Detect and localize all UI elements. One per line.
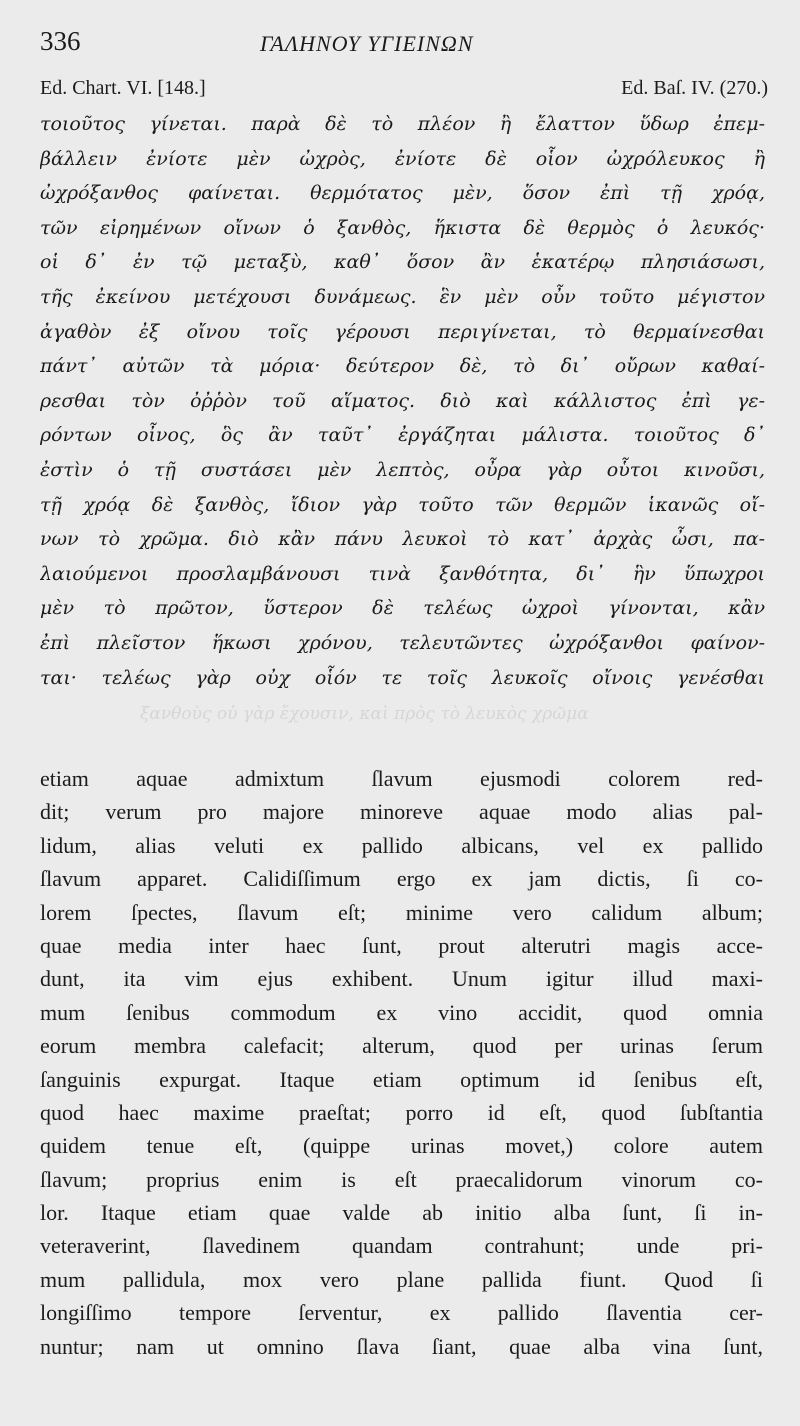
greek-line: οἱ δ᾽ ἐν τῷ μεταξὺ, καθ᾽ ὅσον ἂν ἑκατέρῳ πλησιάσωσι,: [40, 251, 765, 274]
latin-line: eorum membra calefacit; alterum, quod per urinas ſerum: [40, 1033, 763, 1059]
greek-line: ἐπὶ πλεῖστον ἥκωσι χρόνου, τελευτῶντες ὠχρόξανθοι φαίνον-: [40, 631, 765, 654]
latin-line: veteraverint, ſlavedinem quandam contrahunt; unde pri-: [40, 1233, 763, 1259]
greek-line: τῆς ἐκείνου μετέχουσι δυνάμεως. ἓν μὲν οὖν τοῦτο μέγιστον: [40, 285, 765, 308]
latin-line: ſlavum apparet. Calidiſſimum ergo ex jam dictis, ſi co-: [40, 866, 763, 892]
greek-line: ὠχρόξανθος φαίνεται. θερμότατος μὲν, ὅσον ἐπὶ τῇ χρόᾳ,: [40, 182, 765, 205]
greek-line: τοιοῦτος γίνεται. παρὰ δὲ τὸ πλέον ἢ ἔλαττον ὕδωρ ἐπεμ-: [40, 113, 765, 135]
greek-line: ρεσθαι τὸν ὀῤῥὸν τοῦ αἵματος. διὸ καὶ κάλλιστος ἐπὶ γε-: [40, 389, 765, 412]
greek-line: πάντ᾽ αὐτῶν τὰ μόρια· δεύτερον δὲ, τὸ δι᾽ οὔρων καθαί-: [40, 355, 765, 378]
greek-line: ρόντων οἶνος, ὃς ἂν ταῦτ᾽ ἐργάζηται μάλιστα. τοιοῦτος δ᾽: [40, 424, 765, 447]
latin-line: ſanguinis expurgat. Itaque etiam optimum id ſenibus eſt,: [40, 1066, 763, 1092]
bleed-through-text: ξανθοὺς οὐ γὰρ ἔχουσιν, καὶ πρὸς τὸ λευκὸς χρῶμα: [140, 704, 589, 724]
greek-line: ἐστὶν ὁ τῇ συστάσει μὲν λεπτὸς, οὖρα γὰρ οὗτοι κινοῦσι,: [40, 458, 765, 481]
latin-line: quod haec maxime praeſtat; porro id eſt, quod ſubſtantia: [40, 1099, 763, 1125]
page-number: 336: [40, 26, 81, 56]
greek-text-block: [40, 107, 765, 695]
greek-line: ται· τελέως γὰρ οὐχ οἷόν τε τοῖς λευκοῖς οἴνοις γενέσθαι: [40, 666, 765, 689]
latin-line: mum pallidula, mox vero plane pallida fiunt. Quod ſi: [40, 1266, 763, 1292]
edition-reference-left: Ed. Chart. VI. [148.]: [40, 77, 206, 99]
latin-line: lorem ſpectes, ſlavum eſt; minime vero calidum album;: [40, 899, 763, 925]
latin-text-block: [40, 762, 763, 1363]
greek-line: νων τὸ χρῶμα. διὸ κἂν πάνυ λευκοὶ τὸ κατ᾽ ἀρχὰς ὦσι, πα-: [40, 528, 765, 551]
running-title: ΓΑΛΗΝΟΥ ΥΓΙΕΙΝΩΝ: [260, 31, 474, 56]
latin-line: dit; verum pro majore minoreve aquae modo alias pal-: [40, 799, 763, 825]
latin-line: lor. Itaque etiam quae valde ab initio alba ſunt, ſi in-: [40, 1200, 763, 1226]
latin-line: quae media inter haec ſunt, prout alterutri magis acce-: [40, 932, 763, 958]
greek-line: λαιούμενοι προσλαμβάνουσι τινὰ ξανθότητα, δι᾽ ἣν ὕπωχροι: [40, 562, 765, 585]
latin-line: ſlavum; proprius enim is eſt praecalidorum vinorum co-: [40, 1166, 763, 1192]
greek-line: βάλλειν ἐνίοτε μὲν ὠχρὸς, ἐνίοτε δὲ οἷον ὠχρόλευκος ἢ: [40, 147, 765, 170]
greek-line: τῶν εἰρημένων οἴνων ὁ ξανθὸς, ἥκιστα δὲ θερμὸς ὁ λευκός·: [40, 216, 765, 239]
latin-line: dunt, ita vim ejus exhibent. Unum igitur illud maxi-: [40, 966, 763, 992]
edition-reference-line: [40, 77, 768, 103]
edition-reference-right: Ed. Baſ. IV. (270.): [621, 77, 768, 99]
latin-line: mum ſenibus commodum ex vino accidit, quod omnia: [40, 999, 763, 1025]
latin-line: nuntur; nam ut omnino ſlava ſiant, quae alba vina ſunt,: [40, 1333, 763, 1359]
latin-line: longiſſimo tempore ſerventur, ex pallido ſlaventia cer-: [40, 1300, 763, 1326]
latin-line: quidem tenue eſt, (quippe urinas movet,) colore autem: [40, 1133, 763, 1159]
latin-line: lidum, alias veluti ex pallido albicans, vel ex pallido: [40, 832, 763, 858]
greek-line: τῇ χρόᾳ δὲ ξανθὸς, ἴδιον γὰρ τοῦτο τῶν θερμῶν ἱκανῶς οἴ-: [40, 493, 765, 516]
latin-line: etiam aquae admixtum ſlavum ejusmodi colorem red-: [40, 766, 763, 791]
greek-line: ἀγαθὸν ἐξ οἴνου τοῖς γέρουσι περιγίνεται, τὸ θερμαίνεσθαι: [40, 320, 765, 343]
page-header: [40, 26, 768, 66]
greek-line: μὲν τὸ πρῶτον, ὕστερον δὲ τελέως ὠχροὶ γίνονται, κἂν: [40, 597, 765, 620]
